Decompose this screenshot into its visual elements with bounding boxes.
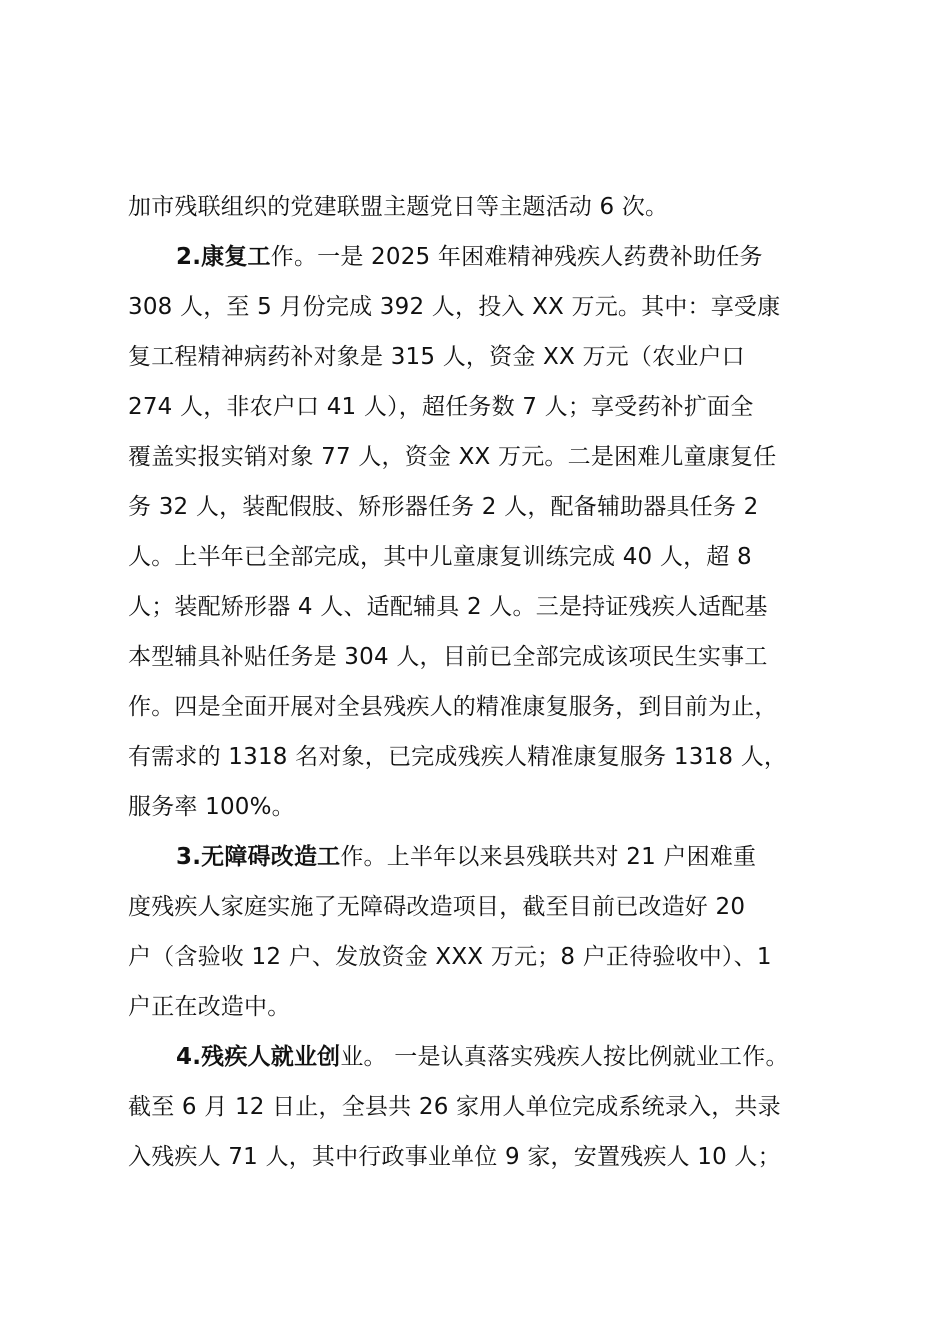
text-line: 覆盖实报实销对象 77 人，资金 XX 万元。二是困难儿童康复任 [128,444,777,470]
text-line: 308 人，至 5 月份完成 392 人，投入 XX 万元。其中：享受康 [128,294,781,320]
text-run: 作。一是 2025 年困难精神残疾人药费补助任务 [270,244,763,270]
text-line: 入残疾人 71 人，其中行政事业单位 9 家，安置残疾人 10 人； [128,1144,781,1170]
text-line: 复工程精神病药补对象是 315 人，资金 XX 万元（农业户口 [128,344,745,370]
text-run: 作。上半年以来县残联共对 21 户困难重 [340,844,757,870]
text-line: 人；装配矫形器 4 人、适配辅具 2 人。三是持证残疾人适配基 [128,594,768,620]
text-line: 人。上半年已全部完成，其中儿童康复训练完成 40 人，超 8 [128,544,752,570]
section-heading-employment: 4.残疾人就业创 [176,1044,341,1070]
text-line [128,232,840,282]
text-line: 户（含验收 12 户、发放资金 XXX 万元；8 户正待验收中）、1 [128,944,772,970]
paragraph-rehabilitation [128,232,840,832]
text-line: 有需求的 1318 名对象，已完成残疾人精准康复服务 1318 人， [128,744,788,770]
text-line [128,832,840,882]
text-line: 加市残联组织的党建联盟主题党日等主题活动 6 次。 [128,194,669,220]
text-line: 本型辅具补贴任务是 304 人，目前已全部完成该项民生实事工 [128,644,768,670]
text-line: 户正在改造中。 [128,994,291,1020]
text-line: 截至 6 月 12 日止，全县共 26 家用人单位完成系统录入，共录 [128,1094,781,1120]
text-line: 274 人，非农户口 41 人），超任务数 7 人；享受药补扩面全 [128,394,754,420]
section-heading-accessibility: 3.无障碍改造工 [176,844,341,870]
paragraph-accessibility [128,832,840,1032]
text-line [128,1032,840,1082]
paragraph-activities [128,182,840,232]
text-line: 服务率 100%。 [128,794,295,820]
section-heading-rehabilitation: 2.康复工 [176,244,271,270]
text-line: 度残疾人家庭实施了无障碍改造项目，截至目前已改造好 20 [128,894,746,920]
text-line: 作。四是全面开展对全县残疾人的精准康复服务，到目前为止， [128,694,778,720]
text-line: 务 32 人，装配假肢、矫形器任务 2 人，配备辅助器具任务 2 [128,494,759,520]
text-run: 业。 一是认真落实残疾人按比例就业工作。 [340,1044,789,1070]
document-body [128,182,840,1182]
paragraph-employment [128,1032,840,1182]
